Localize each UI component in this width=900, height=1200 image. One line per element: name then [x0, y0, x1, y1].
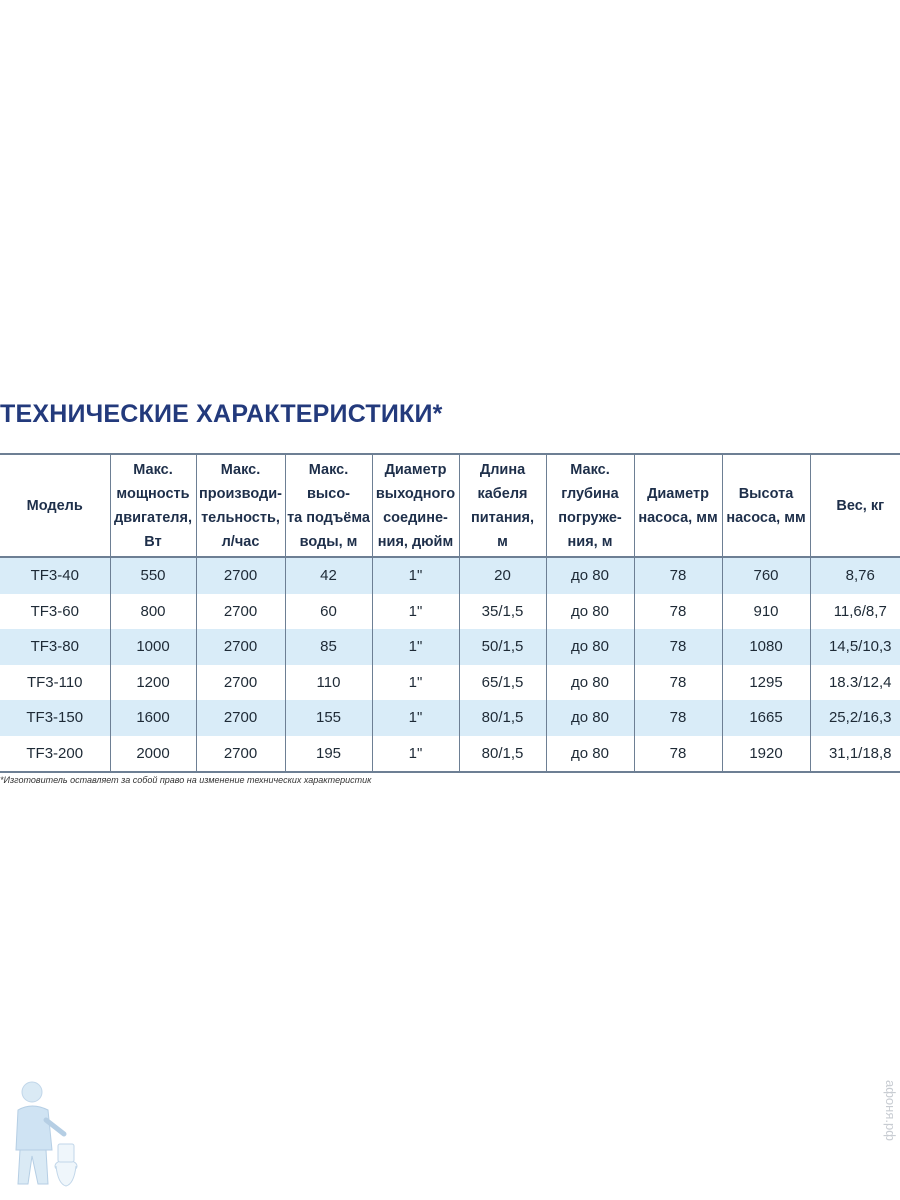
table-cell: 550: [110, 557, 196, 594]
table-cell: 2000: [110, 736, 196, 773]
table-cell: 14,5/10,3: [810, 629, 900, 665]
column-header-line: Модель: [26, 497, 83, 514]
table-cell: 78: [634, 594, 722, 630]
specifications-table: [0, 453, 900, 773]
table-row: [0, 700, 900, 736]
column-header-line: соедине-: [383, 509, 448, 526]
table-cell: 1665: [722, 700, 810, 736]
table-cell: 1": [372, 557, 459, 594]
table-cell: 155: [285, 700, 372, 736]
table-cell: 50/1,5: [459, 629, 546, 665]
column-header-line: Вт: [144, 533, 162, 550]
table-cell: 65/1,5: [459, 665, 546, 701]
table-cell: до 80: [546, 736, 634, 773]
table-cell: 2700: [196, 736, 285, 773]
table-cell: 78: [634, 700, 722, 736]
table-cell: 78: [634, 629, 722, 665]
model-cell: TF3-200: [0, 736, 110, 773]
table-cell: 910: [722, 594, 810, 630]
table-cell: 1600: [110, 700, 196, 736]
table-cell: 760: [722, 557, 810, 594]
column-header-line: воды, м: [299, 533, 358, 550]
table-cell: 110: [285, 665, 372, 701]
plumber-mascot-icon: [8, 1080, 78, 1192]
table-cell: 80/1,5: [459, 736, 546, 773]
table-cell: 78: [634, 665, 722, 701]
table-row: [0, 629, 900, 665]
table-row: [0, 665, 900, 701]
column-header-line: насоса, мм: [726, 509, 806, 526]
table-cell: 1000: [110, 629, 196, 665]
table-cell: 31,1/18,8: [810, 736, 900, 773]
table-row: [0, 736, 900, 773]
column-header: [634, 454, 722, 557]
column-header-line: насоса, мм: [638, 509, 718, 526]
table-cell: 195: [285, 736, 372, 773]
column-header-line: м: [497, 533, 508, 550]
model-cell: TF3-60: [0, 594, 110, 630]
watermark-text: афоня.рф: [883, 1080, 898, 1141]
model-cell: TF3-40: [0, 557, 110, 594]
column-header: [546, 454, 634, 557]
column-header-line: ния, м: [567, 533, 613, 550]
table-header-row: [0, 454, 900, 557]
table-cell: 80/1,5: [459, 700, 546, 736]
column-header-line: производи-: [199, 485, 282, 502]
table-cell: 78: [634, 557, 722, 594]
table-row: [0, 557, 900, 594]
column-header: [196, 454, 285, 557]
table-cell: 1": [372, 665, 459, 701]
column-header: [372, 454, 459, 557]
table-cell: 8,76: [810, 557, 900, 594]
table-cell: 2700: [196, 594, 285, 630]
table-cell: 1295: [722, 665, 810, 701]
column-header-line: тельность,: [201, 509, 280, 526]
table-cell: 2700: [196, 557, 285, 594]
table-cell: 1": [372, 700, 459, 736]
table-cell: 2700: [196, 700, 285, 736]
column-header-line: мощность: [116, 485, 190, 502]
table-cell: 800: [110, 594, 196, 630]
column-header-line: выходного: [375, 485, 456, 502]
column-header-line: Высота: [738, 485, 794, 502]
table-cell: 2700: [196, 629, 285, 665]
column-header: [810, 454, 900, 557]
table-cell: 18.3/12,4: [810, 665, 900, 701]
table-cell: 85: [285, 629, 372, 665]
model-cell: TF3-110: [0, 665, 110, 701]
column-header-line: л/час: [221, 533, 260, 550]
table-cell: 42: [285, 557, 372, 594]
column-header-line: питания,: [471, 509, 534, 526]
table-cell: до 80: [546, 629, 634, 665]
model-cell: TF3-80: [0, 629, 110, 665]
table-cell: 1": [372, 594, 459, 630]
column-header-line: Макс. высо-: [306, 461, 351, 502]
table-cell: 11,6/8,7: [810, 594, 900, 630]
table-cell: 1080: [722, 629, 810, 665]
table-cell: до 80: [546, 557, 634, 594]
column-header: [285, 454, 372, 557]
column-header-line: Макс.: [570, 461, 610, 478]
column-header-line: Диаметр: [647, 485, 709, 502]
table-row: [0, 594, 900, 630]
table-cell: 1920: [722, 736, 810, 773]
table-cell: до 80: [546, 665, 634, 701]
column-header: [722, 454, 810, 557]
column-header-line: погруже-: [558, 509, 622, 526]
table-cell: 1": [372, 629, 459, 665]
table-cell: 1": [372, 736, 459, 773]
table-cell: до 80: [546, 700, 634, 736]
column-header: [110, 454, 196, 557]
table-cell: 35/1,5: [459, 594, 546, 630]
page-title: ТЕХНИЧЕСКИЕ ХАРАКТЕРИСТИКИ*: [0, 400, 443, 428]
footnote: *Изготовитель оставляет за собой право на изменение технических характеристик: [0, 775, 372, 785]
column-header: [459, 454, 546, 557]
column-header-line: Длина: [479, 461, 526, 478]
table-cell: 2700: [196, 665, 285, 701]
table-cell: 1200: [110, 665, 196, 701]
column-header-line: Диаметр: [384, 461, 447, 478]
table-cell: 25,2/16,3: [810, 700, 900, 736]
column-header-line: двигателя,: [113, 509, 192, 526]
column-header-line: Вес, кг: [836, 497, 885, 514]
table-cell: 20: [459, 557, 546, 594]
column-header-line: ния, дюйм: [377, 533, 454, 550]
table-cell: 60: [285, 594, 372, 630]
column-header: [0, 454, 110, 557]
column-header-line: Макс.: [220, 461, 261, 478]
column-header-line: та подъёма: [287, 509, 370, 526]
table-cell: до 80: [546, 594, 634, 630]
column-header-line: кабеля: [477, 485, 528, 502]
model-cell: TF3-150: [0, 700, 110, 736]
column-header-line: глубина: [561, 485, 619, 502]
column-header-line: Макс.: [133, 461, 173, 478]
table-cell: 78: [634, 736, 722, 773]
